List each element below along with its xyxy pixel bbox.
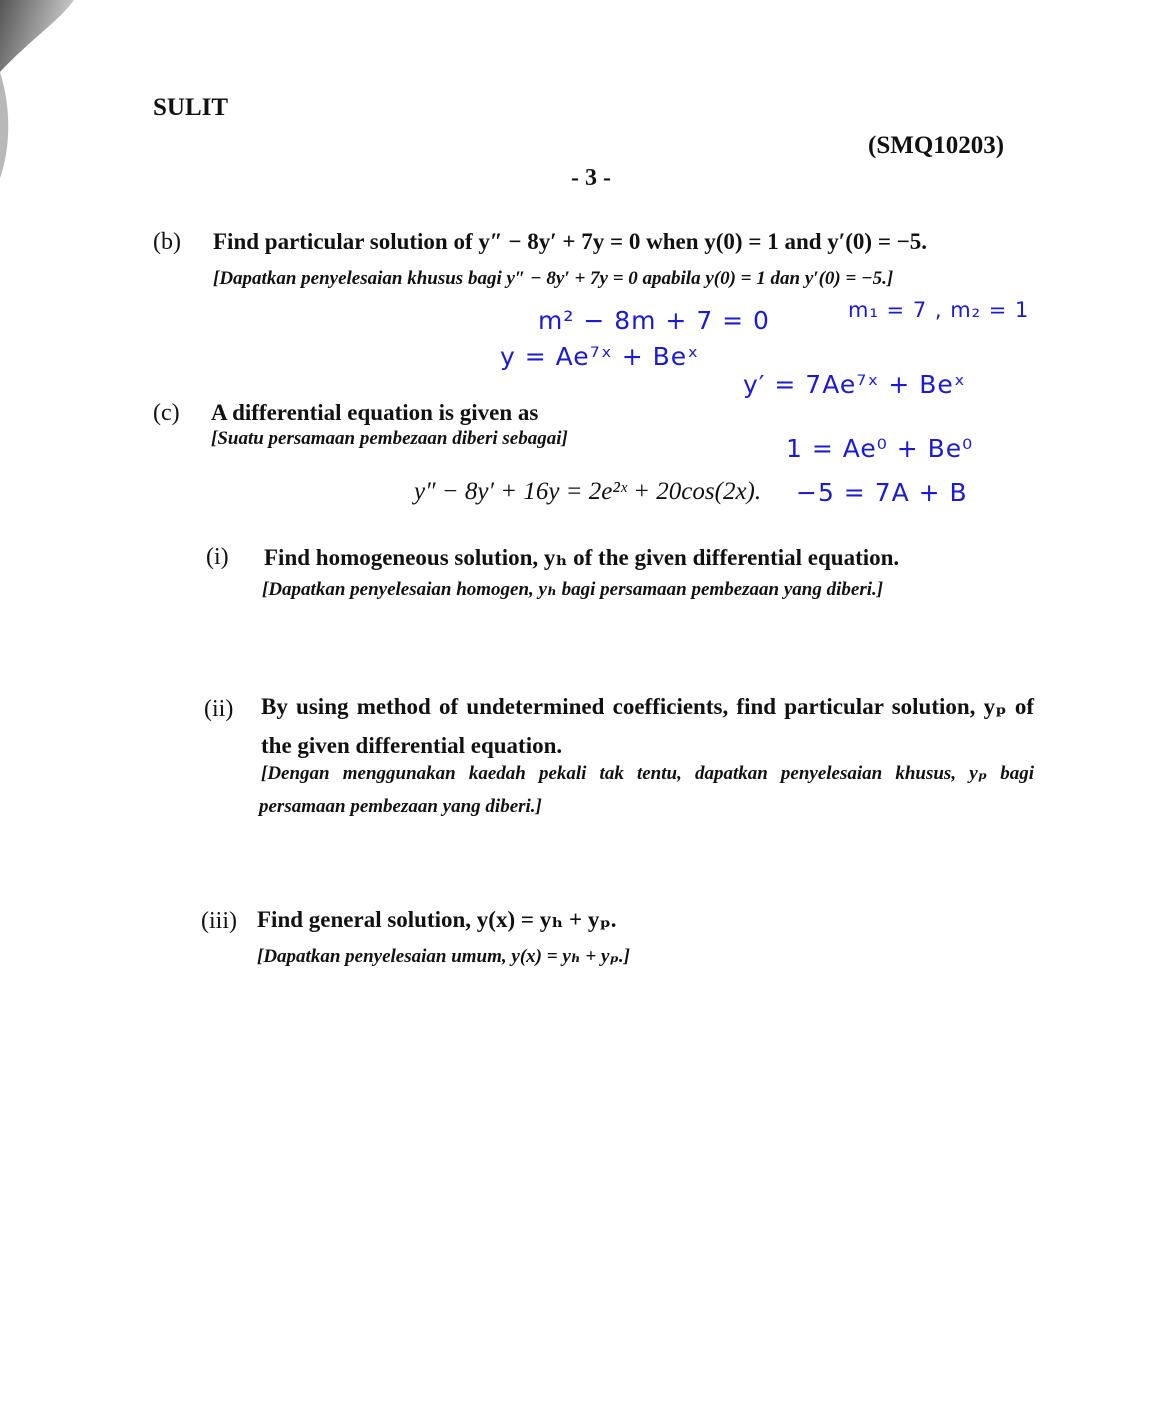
handwritten-characteristic-equation: m² − 8m + 7 = 0 bbox=[538, 306, 770, 335]
page-number: - 3 - bbox=[571, 165, 611, 191]
handwritten-initial-condition-2: −5 = 7A + B bbox=[796, 478, 968, 507]
differential-equation: y″ − 8y′ + 16y = 2e²ˣ + 20cos(2x). bbox=[414, 478, 762, 505]
sulit-label: SULIT bbox=[153, 94, 229, 121]
part-i-label: (i) bbox=[206, 544, 229, 570]
part-i-translation: [Dapatkan penyelesaian homogen, yₕ bagi persamaan pembezaan yang diberi.] bbox=[262, 579, 884, 600]
part-ii-text-line2: the given differential equation. bbox=[261, 733, 563, 758]
part-iii-translation: [Dapatkan penyelesaian umum, y(x) = yₕ + yₚ.] bbox=[257, 946, 630, 967]
part-ii-label: (ii) bbox=[204, 696, 234, 722]
part-iii-text: Find general solution, y(x) = yₕ + yₚ. bbox=[257, 907, 617, 932]
handwritten-general-solution: y = Ae⁷ˣ + Beˣ bbox=[500, 342, 700, 371]
handwritten-initial-condition-1: 1 = Ae⁰ + Be⁰ bbox=[786, 434, 974, 463]
course-code: (SMQ10203) bbox=[868, 132, 1005, 159]
part-i-text: Find homogeneous solution, yₕ of the given differential equation. bbox=[264, 545, 900, 570]
part-ii-translation-line2: persamaan pembezaan yang diberi.] bbox=[259, 796, 542, 817]
handwritten-roots: m₁ = 7 , m₂ = 1 bbox=[848, 298, 1030, 322]
part-ii-text-line1: By using method of undetermined coefficients, find particular solution, yₚ of bbox=[261, 694, 1034, 719]
question-b-label: (b) bbox=[153, 229, 181, 255]
part-ii-translation-line1: [Dengan menggunakan kaedah pekali tak tentu, dapatkan penyelesaian khusus, yₚ bagi bbox=[261, 763, 1034, 784]
question-b-translation: [Dapatkan penyelesaian khusus bagi y″ − 8y′ + 7y = 0 apabila y(0) = 1 dan y′(0) = −5.] bbox=[213, 268, 894, 289]
part-iii-label: (iii) bbox=[201, 908, 237, 934]
question-c-translation: [Suatu persamaan pembezaan diberi sebagai] bbox=[211, 428, 568, 449]
page-corner-shadow bbox=[0, 0, 110, 190]
handwritten-derivative: y′ = 7Ae⁷ˣ + Beˣ bbox=[743, 370, 966, 399]
question-c-text: A differential equation is given as bbox=[211, 400, 539, 425]
question-b-text: Find particular solution of y″ − 8y′ + 7y = 0 when y(0) = 1 and y′(0) = −5. bbox=[213, 229, 928, 254]
question-c-label: (c) bbox=[153, 400, 180, 426]
